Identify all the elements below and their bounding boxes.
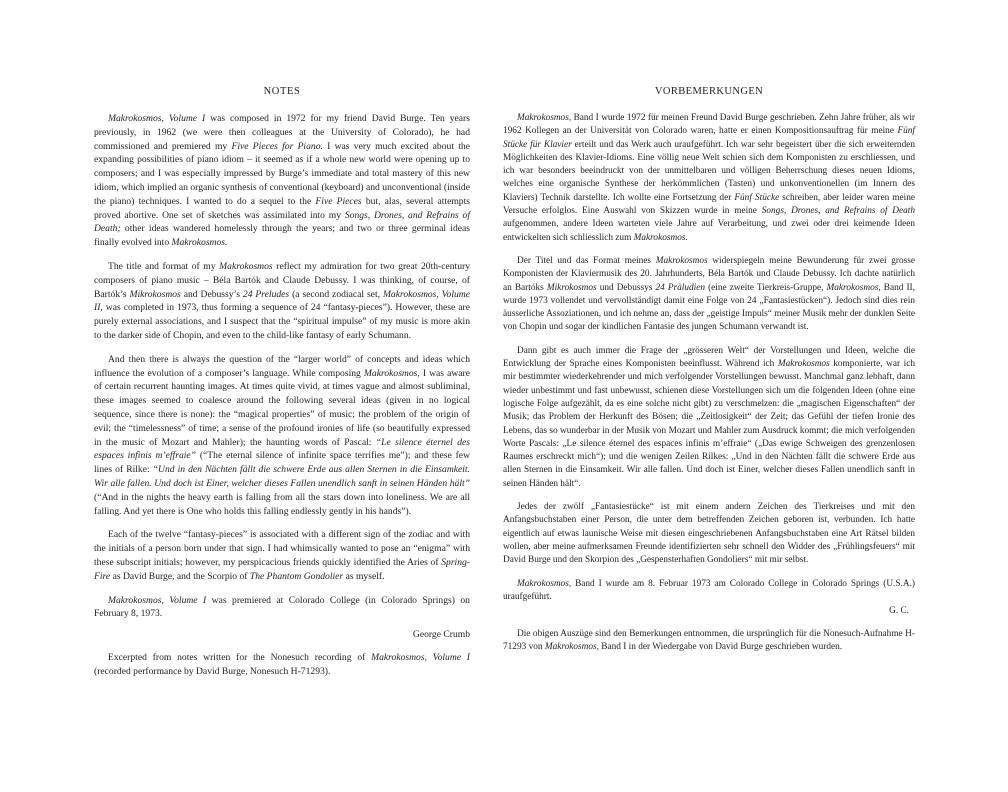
italic-text-run: Mikrokosmos	[129, 288, 181, 300]
text-run: erteilt und das Werk auch uraufgeführt. Ich war sehr begeistert über die sich erweiternden Möglichkeiten des Klavier-Idioms. Eine völlig neue Welt schien sich dem Komponisten zu erschliessen, und ich war besonders beeindruckt von der unmittelbaren und völligen Beherrschung dieses neuen Idioms, welches eine organische Synthese der herkömmlichen (Tasten) und unkonventionellen (im Innern des Klaviers) Technik darstellte. Ich wollte eine Fortsetzung der	[503, 139, 915, 203]
italic-text-run: 24 Präludien	[655, 282, 705, 293]
text-run: (“And in the nights the heavy earth is falling from all the stars down into loneliness. We are all falling. And yet there is One who holds this falling endlessly gently in his hands”).	[94, 491, 470, 517]
vorbemerkungen-paragraph	[503, 255, 915, 335]
text-run: was completed in 1973, thus forming a sequence of 24 “fantasy-pieces”). However, these are purely external associations, and I suspect that the “spiritual impulse” of my music is more akin to the darker side of Chopin, and even to the child-like fantasy of early Schumann.	[94, 302, 470, 341]
text-run: Der Titel und das Format meines	[517, 255, 656, 266]
notes-paragraph	[94, 260, 470, 343]
text-run: reflect my admiration for two great 20th-century composers of piano music – Béla Bartók and Claude Debussy. I was thinking, of course, of Bartók’s	[94, 260, 470, 300]
text-run: Excerpted from notes written for the Nonesuch recording of	[108, 651, 372, 663]
text-run: and Debussy’s	[180, 288, 243, 300]
italic-text-run: Fünf Stücke	[734, 192, 780, 203]
notes-column-english	[94, 86, 470, 688]
text-run: other ideas wandered homelessly through the years; and two or three germinal ideas finally evolved into	[94, 223, 470, 249]
italic-text-run: Makrokosmos, Volume I	[371, 651, 470, 663]
italic-text-run: Makrokosmos, Volume II,	[94, 288, 470, 314]
italic-text-run: Makrokosmos,	[363, 367, 420, 379]
text-run: Dann gibt es auch immer die Frage der „grösseren Welt“ der Vorstellungen und Ideen, welche die Entwicklung der Sprache eines Komponisten beeinflusst. Während ich	[503, 345, 915, 370]
text-run: Jedes der zwölf „Fantasiestücke“ ist mit einem andern Zeichen des Tierkreises und mit den Anfangsbuchstaben einer Person, die unter dem betreffenden Zeichen geboren ist, verbunden. Ich hatte eigentlich auf etwas launische Weise mit diesen eingeschriebenen Anfangsbuchstaben eine Art Rätsel bilden wollen, aber meine aufmerksamen Freunde identifizierten sehr schnell den Widder des „Frühlingsfeuers“ mit David Burge und den Skorpion des „Gespensterhaften Gondoliers“ mit mir selbst.	[503, 502, 915, 566]
italic-text-run: Five Pieces	[315, 195, 362, 207]
italic-text-run: Makrokosmos, Volume I	[108, 113, 206, 124]
italic-text-run: Makrokosmos,	[517, 113, 572, 123]
notes-heading: NOTES	[263, 86, 301, 97]
text-run: And then there is always the question of the “larger world” of concepts and ideas which influence the evolution of a composer’s language. While composing	[94, 353, 470, 379]
italic-text-run: Five Pieces for Piano.	[231, 140, 323, 152]
italic-text-run: 24 Preludes	[242, 288, 290, 300]
italic-text-run: Songs, Drones, and Refrains of Death;	[94, 209, 470, 235]
text-run: schreiben, aber leider waren meine Versuche erfolglos. Eine Auswahl von Skizzen wurde in meine	[503, 192, 915, 217]
italic-text-run: Makrokosmos	[655, 255, 708, 266]
italic-text-run: Fünf Stücke für Klavier	[503, 126, 915, 150]
italic-text-run: “Und in den Nächten fällt die schwere Erde aus allen Sternen in die Einsamkeit. Wir alle fallen. Und doch ist Einer, welcher dieses Fallen unendlich sanft in seinen Händen hält”	[94, 464, 470, 489]
italic-text-run: Spring-Fire	[94, 556, 470, 582]
text-run: (“The eternal silence of infinite space terrifies me”); and these few lines of Rilke:	[94, 450, 470, 476]
italic-text-run: Makrokosmos, Volume I	[108, 594, 207, 606]
italic-text-run: Makrokosmos,	[544, 642, 599, 653]
text-run: as myself.	[343, 570, 385, 582]
italic-text-run: Makrokosmos	[777, 359, 830, 370]
text-run: Band II, wurde 1973 vollendet und vervollständigt damit eine Folge von 24 „Fantasiestücken“). Jedoch sind dies rein äusserliche Assoziationen, und ich nehme an, dass der „geistige Impuls“ meiner Musik mehr der dunklen Seite von Chopin und sogar der kindlichen Fantasie des jungen Schumann verwandt ist.	[503, 282, 915, 333]
notes-paragraph	[94, 353, 470, 519]
text-run: Band I wurde am 8. Februar 1973 am Colorado College in Colorado Springs (U.S.A.) uraufgeführt.	[503, 578, 915, 602]
author-initials: G. C.	[889, 606, 909, 617]
italic-text-run: Makrokosmos,	[517, 578, 572, 589]
text-run: (recorded performance by David Burge, Nonesuch H-71293).	[94, 665, 331, 677]
notes-paragraph	[94, 528, 470, 583]
vorbemerkungen-source-note	[503, 628, 915, 655]
vorbemerkungen-paragraph	[503, 501, 915, 567]
text-run: I was aware of certain recurrent haunting images. At times quite vivid, at times vague and almost subliminal, these images seemed to coalesce around the following several ideas (given in no logical sequence, since there is none): the “magical properties” of music; the problem of the origin of evil; the “timelessness” of time; a sense of the profound ironies of life (so beautifully expressed in the music of Mozart and Mahler); the haunting words of Pascal:	[94, 367, 470, 448]
text-run: komponierte, war ich mir bestimmter wiederkehrender und mich verfolgender Vorstellungen bewusst. Manchmal ganz lebhaft, dann wieder unbestimmt und fast unbewusst, schienen diese Vorstellungen sich um die folgenden Ideen (ohne eine logische Folge aufgezählt, da es eine solche nicht gibt) zu verschmelzen: die „magischen Eigenschaften“ der Musik; das Problem der Herkunft des Bösen; die „Zeitlosigkeit“ der Zeit; das Gefühl der tiefen Ironie des Lebens, das so wunderbar in der Musik von Mozart und Mahler zum Ausdruck kommt; die mich verfolgenden Worte Pascals: „Le silence éternel des espaces infinis m’effraie“ („Das ewige Schweigen des grenzenlosen Raumes erschreckt mich“); und die wenigen Zeilen Rilkes: „Und in den Nächten fällt die schwere Erde aus allen Sternen in die Einsamkeit. Wir alle fallen. Und doch ist Einer, welcher dieses Fallen unendlich sanft in seinen Händen hält“.	[503, 359, 915, 489]
italic-text-run: Makrokosmos.	[171, 237, 228, 249]
text-run: as David Burge, and the Scorpio of	[110, 570, 250, 582]
text-run: but, alas, several attempts proved abortive. One set of sketches was assimilated into my	[94, 195, 470, 221]
author-signature: George Crumb	[412, 629, 470, 641]
italic-text-run: Makrokosmos,	[826, 282, 881, 293]
notes-paragraph	[94, 594, 470, 622]
italic-text-run: Makrokosmos	[219, 260, 273, 272]
italic-text-run: Makrokosmos.	[633, 232, 688, 243]
text-run: (eine zweite Tierkreis-Gruppe,	[705, 282, 827, 293]
notes-column-german	[503, 86, 915, 664]
text-run: The title and format of my	[108, 260, 220, 272]
text-run: I was very much excited about the expanding possibilities of piano idiom – it seemed as if a whole new world were opening up to composers; and I was especially impressed by Burge’s immediate and total mastery of this new idiom, which implied an organic synthesis of conventional (keyboard) and unconventional (inside the piano) techniques. I wanted to do a sequel to the	[94, 140, 470, 207]
italic-text-run: Mikrokosmos	[546, 282, 597, 293]
italic-text-run: The Phantom Gondolier	[249, 570, 344, 582]
notes-paragraph	[94, 112, 470, 250]
text-run: Each of the twelve “fantasy-pieces” is associated with a different sign of the zodiac and with the initials of a person born under that sign. I had whimsically wanted to pose an “enigma” with these subscript initials; however, my perspicacious friends quickly identified the Aries of	[94, 529, 470, 568]
text-run: und Debussys	[596, 282, 656, 293]
text-run: (a second zodiacal set,	[289, 288, 383, 300]
text-run: widerspiegeln meine Bewunderung für zwei grosse Komponisten der Klaviermusik des 20. Jahrhunderts, Béla Bartók und Claude Debussy. Ich dachte natürlich an Bartóks	[503, 255, 915, 293]
vorbemerkungen-paragraph	[503, 112, 915, 245]
text-run: Band I wurde 1972 für meinen Freund David Burge geschrieben. Zehn Jahre früher, als wir 1962 Kollegen an der Universität von Colorado waren, hatte er einen Kompositionsauftrag für meine	[503, 113, 915, 137]
italic-text-run: “Le silence éternel des espaces infinis m’effraie”	[94, 436, 470, 462]
text-run: was premiered at Colorado College (in Colorado Springs) on February 8, 1973.	[94, 594, 470, 620]
vorbemerkungen-heading: VORBEMERKUNGEN	[654, 86, 764, 97]
text-run: was composed in 1972 for my friend David Burge. Ten years previously, in 1962 (we were then colleagues at the University of Colorado), he had commissioned and premiered my	[94, 113, 470, 152]
vorbemerkungen-paragraph	[503, 578, 915, 605]
text-run: aufgenommen, andere Ideen warteten viele Jahre auf Verarbeitung, und zwei oder drei keimende Ideen entwickelten sich schliesslich zum	[503, 219, 915, 243]
text-run: Band I in der Wiedergabe von David Burge geschrieben wurden.	[598, 642, 843, 653]
text-run: Die obigen Auszüge sind den Bemerkungen entnommen, die ursprünglich für die Nonesuch-Aufnahme H-71293 von	[503, 628, 915, 653]
italic-text-run: Songs, Drones, and Refrains of Death	[761, 206, 915, 217]
notes-source-note	[94, 651, 470, 679]
vorbemerkungen-paragraph	[503, 345, 915, 491]
